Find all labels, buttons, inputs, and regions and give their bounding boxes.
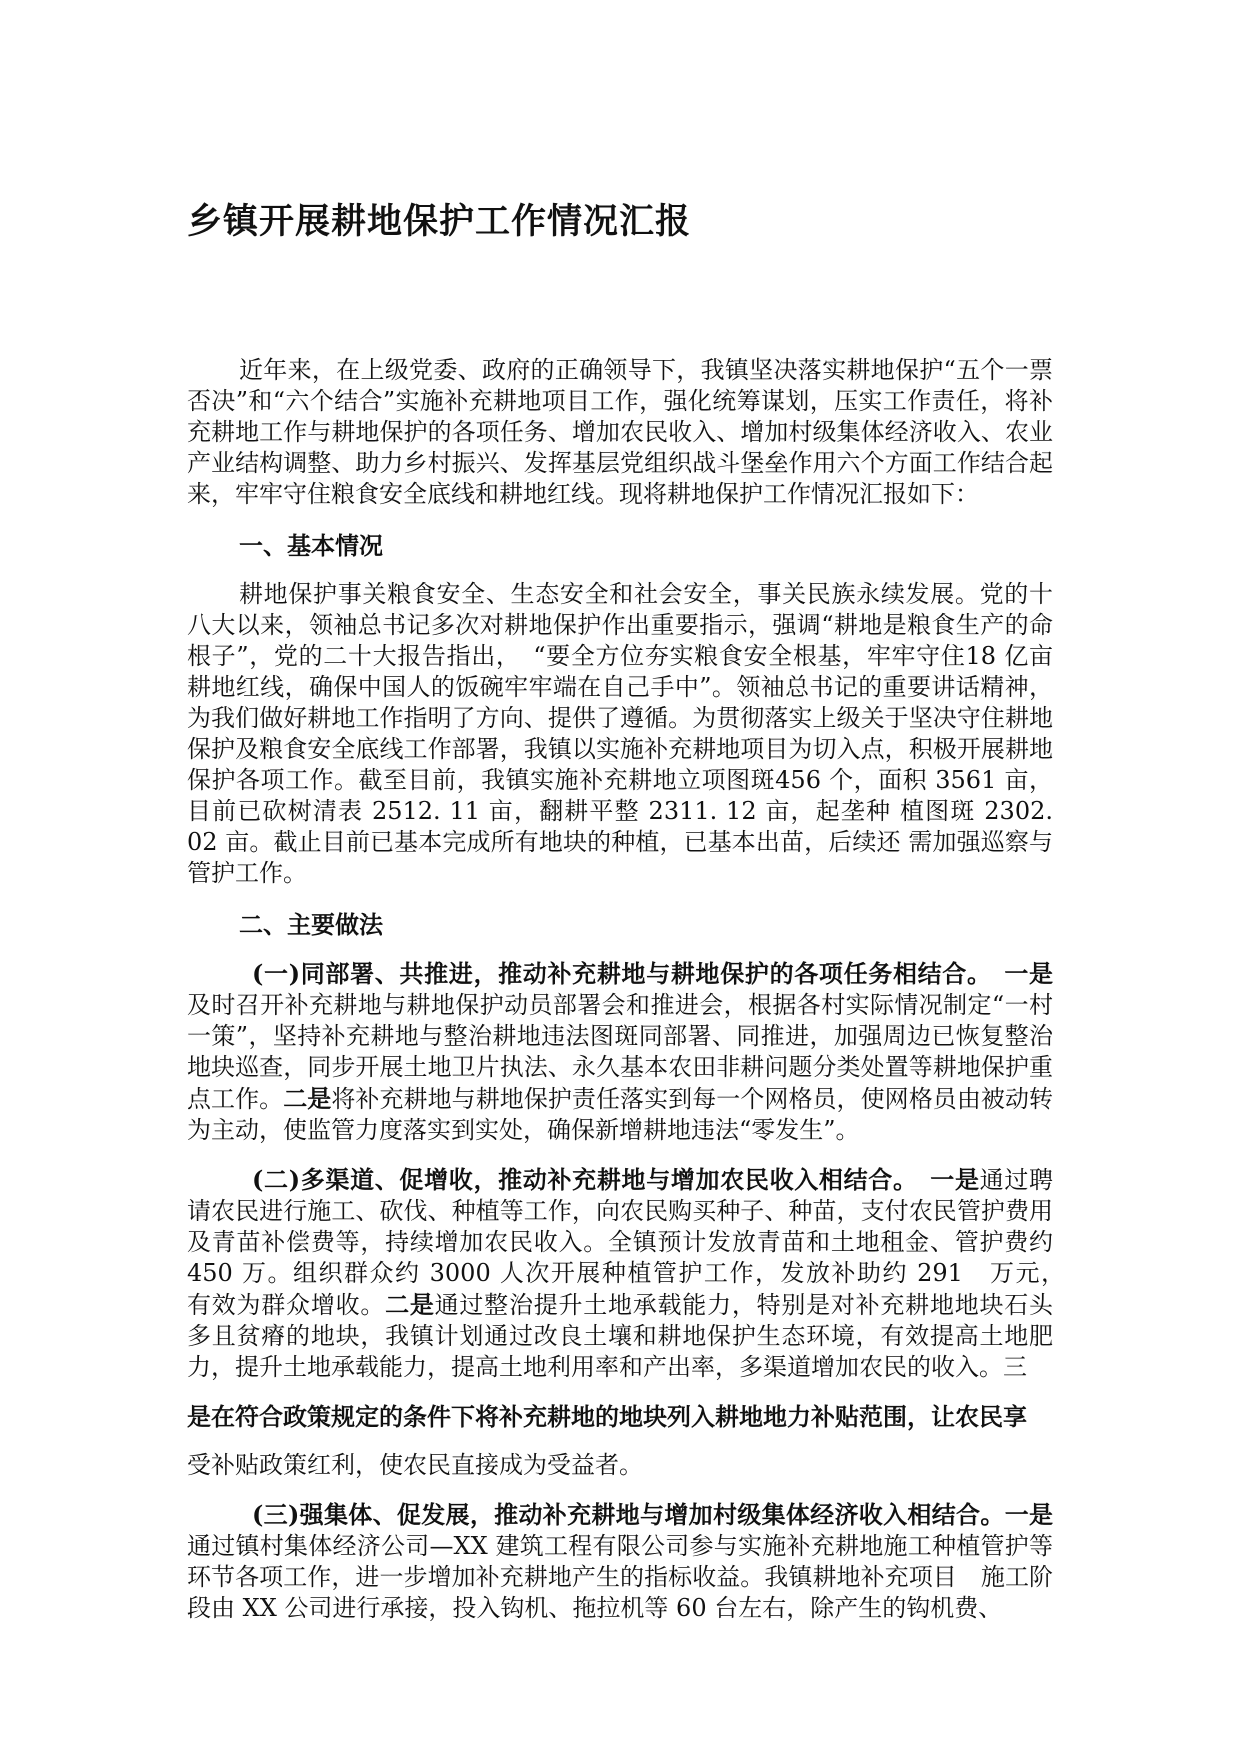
- method-1-first-marker: 一是: [979, 959, 1053, 988]
- method-2-third-line: 是在符合政策规定的条件下将补充耕地的地块列入耕地地力补贴范围，让农民享: [187, 1402, 1027, 1431]
- section-heading-methods: 二、主要做法: [239, 910, 383, 939]
- document-body: [187, 355, 1078, 1624]
- section-heading-basic: 一、基本情况: [239, 531, 383, 560]
- document-title: 乡镇开展耕地保护工作情况汇报: [187, 202, 692, 242]
- method-2-second-text: 通过整治提升土地承载能力，特别是对补充耕地地块石头 多且贫瘠的地块，我镇计划通过改良土壤和耕地保护生态环境，有效提高土地肥 力，提升土地承载能力，提高土地利用率和产出率，多渠道增加农民的收入。三: [187, 1291, 1078, 1381]
- method-2-third-continuation: 受补贴政策红利，使农民直接成为受益者。: [187, 1451, 643, 1479]
- method-2-second-marker: 二是: [385, 1290, 435, 1319]
- method-3-first-marker: 一是: [1004, 1500, 1053, 1529]
- method-1-second-text: 将补充耕地与耕地保护责任落实到每一个网格员，使网格员由被动转为主动，使监管力度落实到实处，确保新增耕地违法“零发生”。: [187, 1085, 1054, 1144]
- method-1-second-marker: 二是: [283, 1084, 332, 1113]
- method-3-title: (三)强集体、促发展，推动补充耕地与增加村级集体经济收入相结合。: [252, 1500, 1005, 1529]
- method-paragraph-3: [187, 1499, 1053, 1624]
- method-1-title: (一)同部署、共推进，推动补充耕地与耕地保护的各项任务相结合。: [252, 959, 980, 988]
- method-paragraph-2: [187, 1164, 1078, 1383]
- method-paragraph-1: [187, 958, 1053, 1146]
- method-1-first-text: 及时召开补充耕地与耕地保护动员部署会和推进会，根据各村实际情况制定“一村一策”，坚持补充耕地与整治耕地违法图斑同部署、同推进，加强周边已恢复整治地块巡查，同步开展土地卫片执法、永久基本农田非耕问题分类处置等耕地保护重点工作。: [187, 991, 1053, 1113]
- method-2-title: (二)多渠道、促增收，推动补充耕地与增加农民收入相结合。: [252, 1165, 906, 1194]
- intro-paragraph: 近年来，在上级党委、政府的正确领导下，我镇坚决落实耕地保护“五个一票否决”和“六个结合”实施补充耕地项目工作，强化统筹谋划，压实工作责任，将补充耕地工作与耕地保护的各项任务、增加农民收入、增加村级集体经济收入、农业产业结构调整、助力乡村振兴、发挥基层党组织战斗堡垒作用六个方面工作结合起来，牢牢守住粮食安全底线和耕地红线。现将耕地保护工作情况汇报如下：: [187, 356, 1053, 508]
- method-3-first-text: 通过镇村集体经济公司—XX 建筑工程有限公司参与实施补充耕地施工种植管护等环节各项工作，进一步增加补充耕地产生的指标收益。我镇耕地补充项目 施工阶段由 XX 公司进行承接，投入钩机、拖拉机等 60 台左右，除产生的钩机费、: [187, 1532, 1053, 1622]
- method-2-first-text: 通过聘请农民进行施工、砍伐、种植等工作，向农民购买种子、种苗，支付农民管护费用及青苗补偿费等，持续增加农民收入。全镇预计发放青苗和土地租金、管护费约 450 万。组织群众约 3000 人次开展种植管护工作，发放补助约 291 万元， 有效为群众增收。: [187, 1166, 1077, 1319]
- basic-situation-paragraph: 耕地保护事关粮食安全、生态安全和社会安全，事关民族永续发展。党的十八大以来，领袖总书记多次对耕地保护作出重要指示，强调“耕地是粮食生产的命根子”，党的二十大报告指出， “要全方位夯实粮食安全根基，牢牢守住18 亿亩耕地红线，确保中国人的饭碗牢牢端在自己手中”。领袖总书记的重要讲话精神，为我们做好耕地工作指明了方向、提供了遵循。为贯彻落实上级关于坚决守住耕地保护及粮食安全底线工作部署，我镇以实施补充耕地项目为切入点，积极开展耕地保护各项工作。截至目前，我镇实施补充耕地立项图斑456 个，面积 3561 亩，目前已砍树清表 2512. 11 亩，翻耕平整 2311. 12 亩，起垄种 植图斑 2302. 02 亩。截止目前已基本完成所有地块的种植，已基本出苗，后续还 需加强巡察与管护工作。: [187, 580, 1053, 887]
- method-2-first-marker: 一是: [905, 1165, 980, 1194]
